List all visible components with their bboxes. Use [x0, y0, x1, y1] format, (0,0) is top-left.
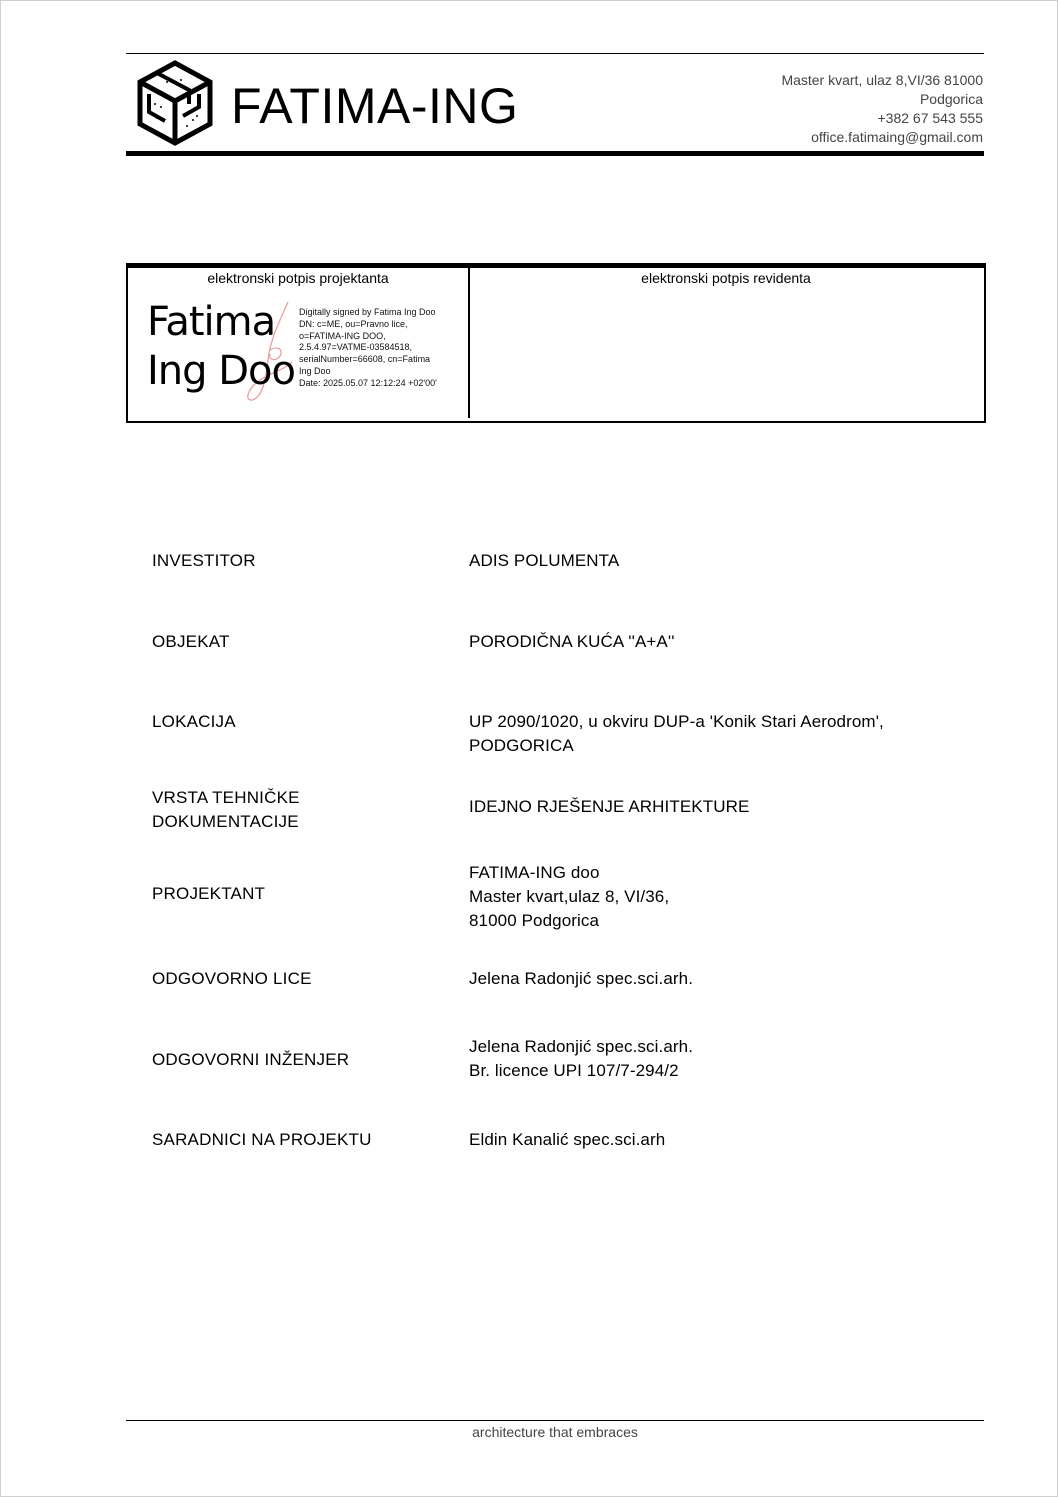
footer-tagline: architecture that embraces [472, 1424, 638, 1440]
investor-value [469, 549, 619, 573]
designer-value [469, 861, 669, 933]
digital-signature-details[interactable] [299, 307, 464, 390]
contact-phone: +382 67 543 555 [877, 110, 983, 126]
documentation-type-value-text: IDEJNO RJEŠENJE ARHITEKTURE [469, 797, 750, 816]
signature-detail-line: serialNumber=66608, cn=Fatima [299, 354, 431, 365]
responsible-engineer-value-line-2: Br. licence UPI 107/7-294/2 [469, 1061, 679, 1080]
fatima-ing-logo-icon [137, 60, 213, 146]
responsible-person-label [152, 967, 312, 991]
brand-name: FATIMA-ING [231, 78, 519, 134]
signature-detail-line: DN: c=ME, ou=Pravno lice, [299, 318, 408, 329]
responsible-person-value [469, 967, 693, 991]
contact-email[interactable]: office.fatimaing@gmail.com [811, 129, 983, 145]
location-value [469, 710, 884, 758]
responsible-person-label-text: ODGOVORNO LICE [152, 969, 312, 988]
designer-value-line-1: FATIMA-ING doo [469, 863, 600, 882]
location-value-line-1: UP 2090/1020, u okviru DUP-a 'Konik Stari Aerodrom', [469, 712, 884, 731]
reviewer-signature-heading: elektronski potpis revidenta [641, 270, 811, 286]
documentation-type-label-line-2: DOKUMENTACIJE [152, 812, 299, 831]
header-bottom-rule [126, 151, 984, 156]
responsible-engineer-label [152, 1048, 349, 1072]
investor-label [152, 549, 256, 573]
documentation-type-label [152, 786, 300, 834]
designer-label-text: PROJEKTANT [152, 884, 266, 903]
collaborators-value-text: Eldin Kanalić spec.sci.arh [469, 1130, 666, 1149]
collaborators-label [152, 1128, 372, 1152]
header-top-rule [126, 53, 984, 54]
signature-detail-line: Date: 2025.05.07 12:12:24 +02'00' [299, 377, 437, 388]
signer-name-line-1: Fatima [147, 299, 276, 345]
signer-name [147, 298, 295, 396]
designer-value-line-2: Master kvart,ulaz 8, VI/36, [469, 887, 670, 906]
signature-detail-line: Ing Doo [299, 365, 331, 376]
object-value-text: PORODIČNA KUĆA ''A+A'' [469, 632, 675, 651]
footer-rule [126, 1420, 984, 1421]
contact-city: Podgorica [919, 91, 983, 107]
designer-value-line-3: 81000 Podgorica [469, 911, 600, 930]
responsible-engineer-label-text: ODGOVORNI INŽENJER [152, 1050, 350, 1069]
object-label [152, 630, 230, 654]
contact-info [781, 71, 983, 147]
investor-label-text: INVESTITOR [152, 551, 256, 570]
location-label [152, 710, 236, 734]
collaborators-label-text: SARADNICI NA PROJEKTU [152, 1130, 372, 1149]
responsible-engineer-value [469, 1035, 693, 1083]
object-value [469, 630, 675, 654]
designer-label [152, 882, 265, 906]
location-value-line-2: PODGORICA [469, 736, 574, 755]
contact-address: Master kvart, ulaz 8,VI/36 81000 [781, 72, 983, 88]
signature-detail-line: 2.5.4.97=VATME-03584518, [299, 342, 412, 353]
documentation-type-value [469, 795, 749, 819]
location-label-text: LOKACIJA [152, 712, 236, 731]
documentation-type-label-line-1: VRSTA TEHNIČKE [152, 788, 300, 807]
signature-detail-line: Digitally signed by Fatima Ing Doo [299, 307, 436, 317]
investor-value-text: ADIS POLUMENTA [469, 551, 620, 570]
signature-detail-line: o=FATIMA-ING DOO, [299, 330, 386, 341]
designer-signature-heading: elektronski potpis projektanta [207, 270, 389, 286]
responsible-person-value-text: Jelena Radonjić spec.sci.arh. [469, 969, 694, 988]
signature-table-divider [468, 266, 470, 418]
collaborators-value [469, 1128, 665, 1152]
responsible-engineer-value-line-1: Jelena Radonjić spec.sci.arh. [469, 1037, 694, 1056]
object-label-text: OBJEKAT [152, 632, 230, 651]
signer-name-line-2: Ing Doo [147, 348, 295, 394]
